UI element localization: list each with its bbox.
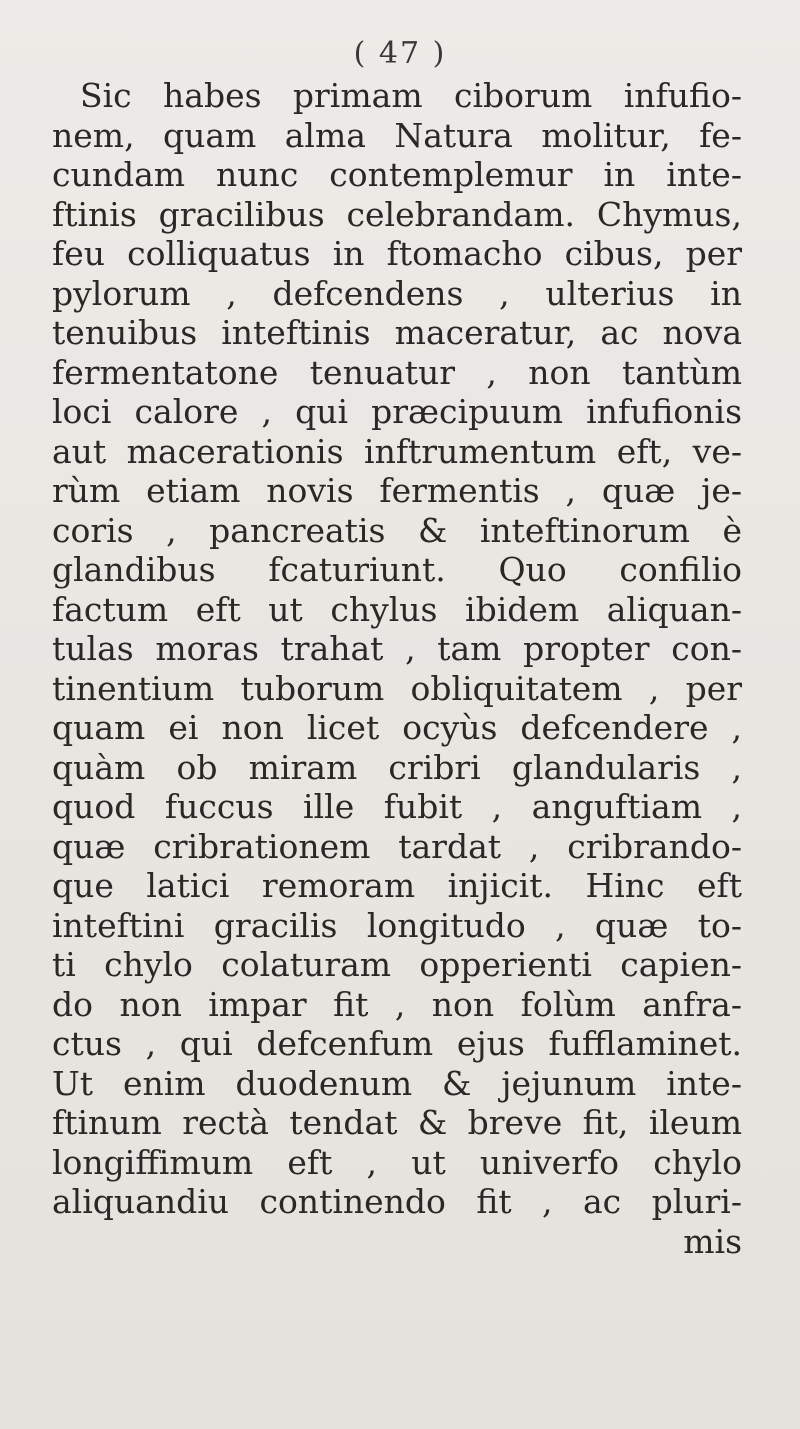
text-line: Sic habes primam ciborum infufio-: [80, 76, 742, 115]
text-line: feu colliquatus in ftomacho cibus, per: [52, 234, 742, 273]
text-line: loci calore , qui præcipuum infufionis: [52, 392, 742, 431]
text-line: factum eft ut chylus ibidem aliquan-: [52, 589, 742, 629]
text-line: quæ cribrationem tardat , cribrando-: [52, 826, 742, 866]
text-line: quod fuccus ille fubit , anguftiam ,: [52, 787, 742, 826]
text-line: nem, quam alma Natura molitur, fe-: [52, 115, 742, 155]
text-line: inteftini gracilis longitudo , quæ to-: [52, 905, 742, 945]
text-line: Ut enim duodenum & jejunum inte-: [52, 1063, 742, 1103]
text-line: tinentium tuborum obliquitatem , per: [52, 668, 742, 708]
text-line: glandibus fcaturiunt. Quo confilio: [52, 550, 742, 589]
text-line: quam ei non licet ocyùs defcendere ,: [52, 708, 742, 747]
text-line: fermentatone tenuatur , non tantùm: [52, 352, 742, 392]
text-line: tulas moras trahat , tam propter con-: [52, 629, 742, 668]
page-number: ( 47 ): [353, 36, 447, 71]
text-line: longiffimum eft , ut univerfo chylo: [52, 1142, 742, 1182]
body-text: [52, 76, 742, 1261]
text-line: quàm ob miram cribri glandularis ,: [52, 747, 742, 787]
text-line: coris , pancreatis & inteftinorum è: [52, 510, 742, 550]
text-line: do non impar fit , non folùm anfra-: [52, 984, 742, 1024]
text-line: tenuibus inteftinis maceratur, ac nova: [52, 313, 742, 352]
text-line: ctus , qui defcenfum ejus fufflaminet.: [52, 1024, 742, 1063]
text-line: ftinum rectà tendat & breve fit, ileum: [52, 1103, 742, 1142]
text-line: ftinis gracilibus celebrandam. Chymus,: [52, 194, 742, 234]
text-line: ti chylo colaturam opperienti capien-: [52, 945, 742, 984]
text-line: pylorum , defcendens , ulterius in: [52, 273, 742, 313]
text-line: que latici remoram injicit. Hinc eft: [52, 866, 742, 905]
text-line: aliquandiu continendo fit , ac pluri-: [52, 1182, 742, 1221]
text-line: rùm etiam novis fermentis , quæ je-: [52, 471, 742, 510]
text-line: aut macerationis inftrumentum eft, ve-: [52, 431, 742, 471]
catchword: mis: [683, 1221, 742, 1261]
text-line: cundam nunc contemplemur in inte-: [52, 155, 742, 194]
